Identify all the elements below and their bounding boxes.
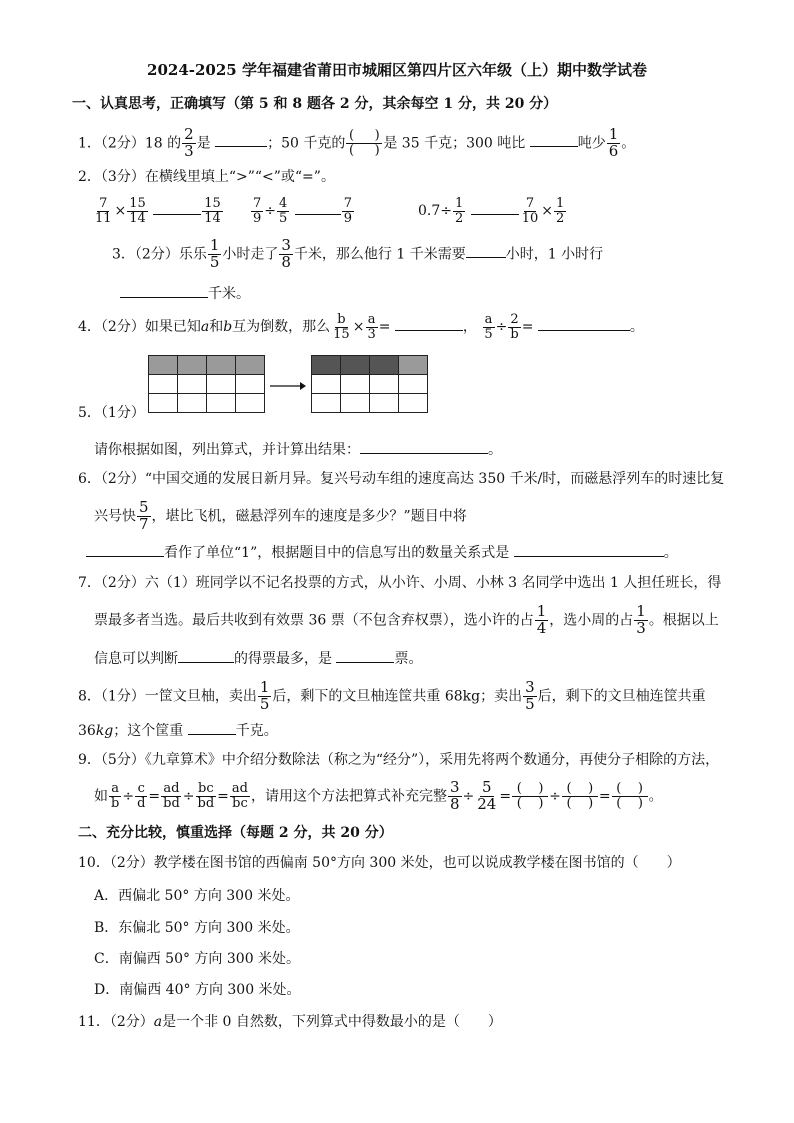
answer-blank[interactable] xyxy=(178,650,234,663)
question-7-line-1: 7．（2分）六（1）班同学以不记名投票的方式，从小许、小周、小林 3 名同学中选出 1 人担任班长，得 xyxy=(78,575,722,591)
answer-blank[interactable] xyxy=(215,134,267,147)
question-6-line-1: 6．（2分）“中国交通的发展日新月异。复兴号动车组的速度高达 350 千米/时，而磁悬浮列车的时速比复 xyxy=(78,471,725,487)
question-2-item-b: $\frac{7}{9}$ ÷ $\frac{4}{5}$ $\frac{7}{9}$ xyxy=(253,196,353,226)
option-d[interactable]: D．南偏西 40° 方向 300 米处。 xyxy=(94,982,301,998)
fraction-blank[interactable]: $\frac{( )}{( )}$ xyxy=(612,782,648,810)
question-2-item-a: $\frac{7}{11}$ × $\frac{15}{14}$ $\frac{15}{14}$ xyxy=(95,196,221,226)
question-9-line-1: 9．（5分）《九章算术》中介绍分数除法（称之为“经分”），采用先将两个数通分，再使分子相除的方法， xyxy=(78,752,720,768)
fraction-blank[interactable]: $\frac{( )}{( )}$ xyxy=(562,782,598,810)
answer-blank[interactable] xyxy=(466,245,506,258)
question-6-line-2: 兴号快 $\frac{5}{7}$ ，堪比飞机，磁悬浮列车的速度是多少？”题目中将 xyxy=(94,498,467,533)
fraction-blank[interactable]: $\frac{( )}{( )}$ xyxy=(512,782,548,810)
answer-blank[interactable] xyxy=(360,441,488,454)
question-7-line-3: 信息可以判断 的得票最多，是 票。 xyxy=(94,651,423,667)
option-b[interactable]: B．东偏北 50° 方向 300 米处。 xyxy=(94,920,300,936)
compare-blank[interactable] xyxy=(471,202,519,215)
answer-blank[interactable] xyxy=(120,285,208,298)
question-9-line-2: 如 $\frac{a}{b}$ ÷ $\frac{c}{d}$ = $\frac{ad}{bd}$ ÷ $\frac{bc}{bd}$ = $\frac{ad}{bc}$ ，请用这个方法把算式补充完整 $\frac{3}{8}$ ÷ $\frac{5}{24}$ = $\frac{( )}{( )}$ ÷ $\frac{( )}{( )}$ = $\frac{( )}{( )}$ 。 xyxy=(94,778,663,813)
question-6-line-3: 看作了单位“1”，根据题目中的信息写出的数量关系式是 。 xyxy=(86,544,678,560)
question-3: 3．（2分）乐乐 $\frac{1}{5}$ 小时走了 $\frac{3}{8}$ 千米，那么他行 1 千米需要 小时，1 小时行 xyxy=(112,236,604,271)
exam-title: 2024-2025 学年福建省莆田市城厢区第四片区六年级（上）期中数学试卷 xyxy=(147,61,647,79)
grid-figure-right xyxy=(311,355,428,413)
arrow-right-icon xyxy=(270,380,306,392)
question-2-stem: 2．（3分）在横线里填上“>”“<”或“=”。 xyxy=(78,169,335,185)
fraction: $\frac{1}{6}$ xyxy=(608,125,619,160)
question-2-item-c: 0.7÷ $\frac{1}{2}$ $\frac{7}{10}$ × $\frac{1}{2}$ xyxy=(418,196,565,226)
question-4: 4．（2分）如果已知a和b互为倒数，那么 $\frac{b}{15}$ × $\frac{a}{3}$ = ， $\frac{a}{5}$ ÷ $\frac{2}{b}$ = 。 xyxy=(78,312,644,342)
question-5-label: 5．（1分） xyxy=(78,405,145,421)
answer-blank[interactable] xyxy=(538,318,630,331)
question-10-stem: 10．（2分）教学楼在图书馆的西偏南 50°方向 300 米处，也可以说成教学楼在图书馆的（ ） xyxy=(78,855,681,871)
section-2-heading: 二、充分比较，慎重选择（每题 2 分，共 20 分） xyxy=(78,825,393,841)
fraction: $\frac{2}{3}$ xyxy=(184,125,194,160)
compare-blank[interactable] xyxy=(295,202,341,215)
answer-blank[interactable] xyxy=(86,544,164,557)
answer-blank[interactable] xyxy=(336,650,394,663)
option-a[interactable]: A．西偏北 50° 方向 300 米处。 xyxy=(94,888,300,904)
question-3-line-2: 千米。 xyxy=(120,285,250,301)
question-1: 1．（2分）18 的 $\frac{2}{3}$ 是 ；50 千克的 $\frac{( )}{( )}$ 是 35 千克；300 吨比 吨少 $\frac{1}{6}$ 。 xyxy=(78,125,636,160)
question-8-line-2: 36kg；这个筐重 千克。 xyxy=(78,723,278,739)
answer-blank[interactable] xyxy=(530,134,578,147)
question-8-line-1: 8．（1分）一筐文旦柚，卖出 $\frac{1}{5}$ 后，剩下的文旦柚连筐共重 68kg；卖出 $\frac{3}{5}$ 后，剩下的文旦柚连筐共重 xyxy=(78,678,706,713)
question-7-line-2: 票最多者当选。最后共收到有效票 36 票（不包含弃权票），选小许的占 $\frac{1}{4}$ ，选小周的占 $\frac{1}{3}$ 。根据以上 xyxy=(94,602,719,637)
answer-blank[interactable] xyxy=(514,544,664,557)
fraction-blank[interactable]: $\frac{( )}{( )}$ xyxy=(346,129,382,157)
option-c[interactable]: C．南偏西 50° 方向 300 米处。 xyxy=(94,951,301,967)
question-5-text: 请你根据如图，列出算式，并计算出结果： 。 xyxy=(94,442,502,458)
answer-blank[interactable] xyxy=(395,318,463,331)
grid-figure-left xyxy=(148,355,265,413)
compare-blank[interactable] xyxy=(153,202,201,215)
section-1-heading: 一、认真思考，正确填写（第 5 和 8 题各 2 分，其余每空 1 分，共 20 分） xyxy=(72,96,558,112)
answer-blank[interactable] xyxy=(188,722,236,735)
question-11-stem: 11．（2分）a是一个非 0 自然数，下列算式中得数最小的是（ ） xyxy=(78,1014,502,1030)
